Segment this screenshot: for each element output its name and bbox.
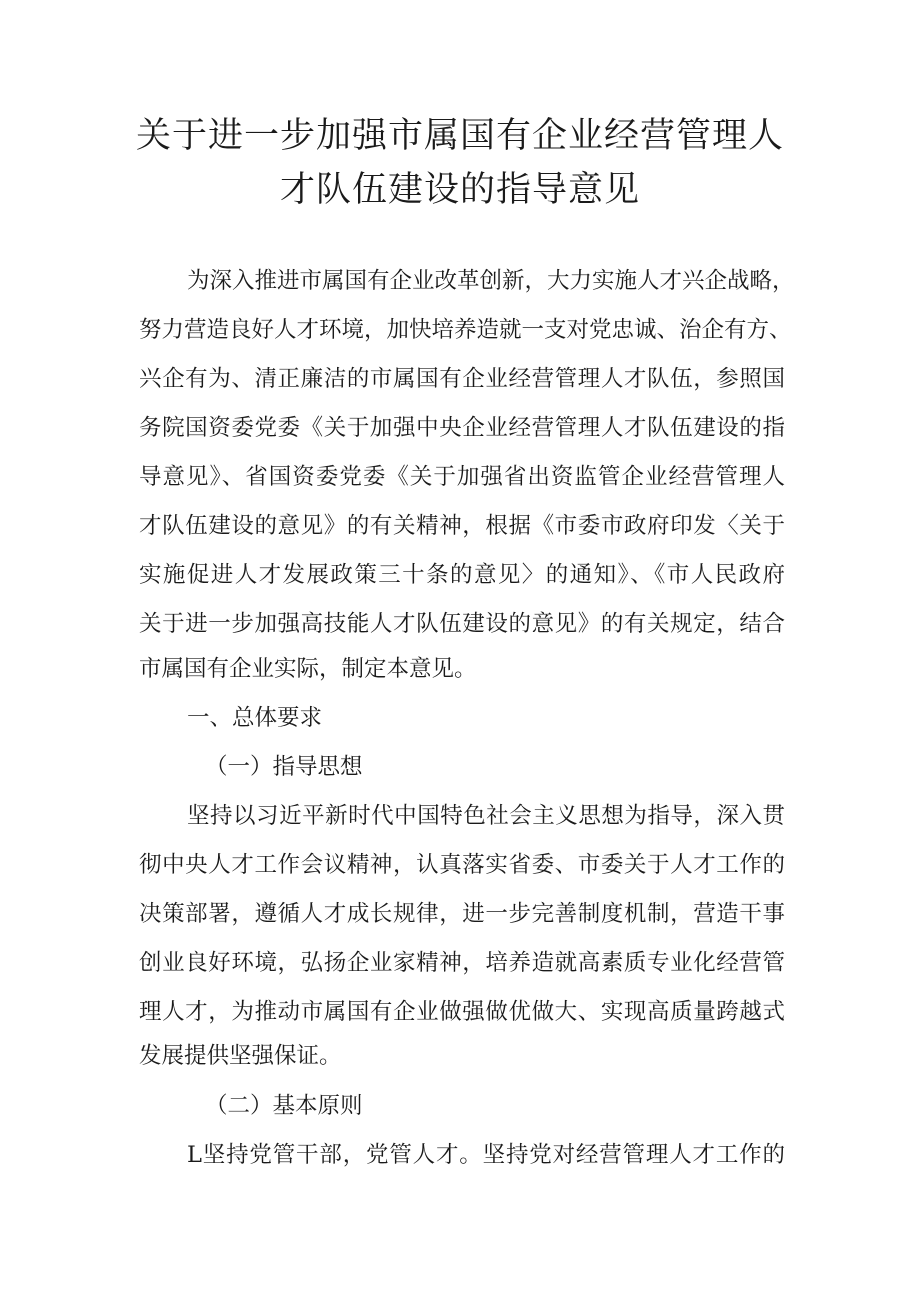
principle-line-1: L坚持党管干部，党管人才。坚持党对经营管理人才工作的 (187, 1142, 785, 1168)
intro-line-8: 关于进一步加强高技能人才队伍建设的意见》的有关规定，结合 (139, 611, 785, 637)
section-heading-general-requirements: 一、总体要求 (187, 705, 323, 731)
document-title-line-2: 才队伍建设的指导意见 (279, 170, 640, 210)
intro-line-1: 为深入推进市属国有企业改革创新，大力实施人才兴企战略， (187, 268, 795, 294)
subsection-heading-guiding-ideology: （一）指导思想 (205, 754, 363, 780)
guiding-line-2: 彻中央人才工作会议精神，认真落实省委、市委关于人才工作的 (139, 852, 785, 878)
guiding-line-3: 决策部署，遵循人才成长规律，进一步完善制度机制，营造干事 (139, 901, 785, 927)
guiding-line-1: 坚持以习近平新时代中国特色社会主义思想为指导，深入贯 (187, 803, 785, 829)
intro-line-9: 市属国有企业实际，制定本意见。 (139, 656, 477, 682)
intro-line-5: 导意见》、省国资委党委《关于加强省出资监管企业经营管理人 (139, 464, 785, 490)
intro-line-6: 才队伍建设的意见》的有关精神，根据《市委市政府印发〈关于 (139, 513, 785, 539)
intro-line-4: 务院国资委党委《关于加强中央企业经营管理人才队伍建设的指 (139, 415, 785, 441)
subsection-heading-basic-principles: （二）基本原则 (205, 1093, 363, 1119)
guiding-line-5: 理人才，为推动市属国有企业做强做优做大、实现高质量跨越式 (139, 999, 785, 1025)
intro-line-2: 努力营造良好人才环境，加快培养造就一支对党忠诚、治企有方、 (139, 317, 792, 343)
guiding-line-6: 发展提供坚强保证。 (139, 1043, 342, 1069)
guiding-line-4: 创业良好环境，弘扬企业家精神，培养造就高素质专业化经营管 (139, 950, 785, 976)
document-title-line-1: 关于进一步加强市属国有企业经营管理人 (135, 116, 784, 156)
intro-line-3: 兴企有为、清正廉洁的市属国有企业经营管理人才队伍，参照国 (139, 366, 785, 392)
intro-line-7: 实施促进人才发展政策三十条的意见〉的通知》、《市人民政府 (139, 562, 785, 588)
